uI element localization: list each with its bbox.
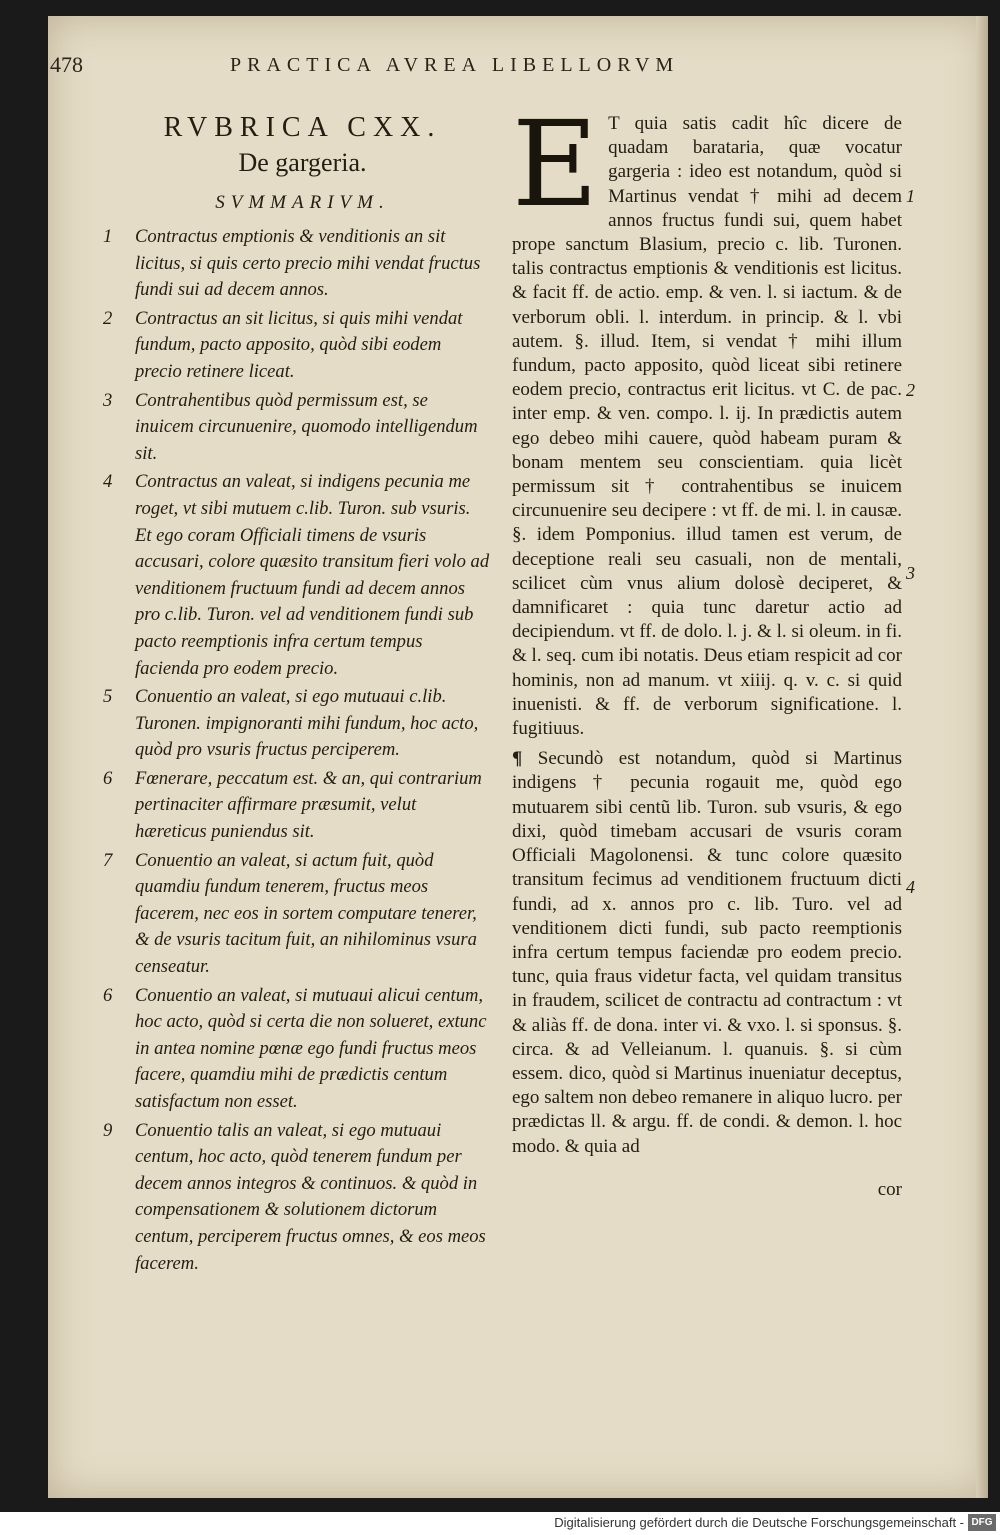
summary-item — [95, 983, 490, 1116]
paragraph-1: T quia satis cadit hîc dicere de quadam barataria, quæ vocatur gargeria : ideo est notandum, quòd si Martinus vendat † mihi ad decem annos fructus fundi sui, quem habet prope sanctum Blasium, precio c. lib. Turonen. talis contractus emptionis & venditionis est licitus. & facit ff. de actio. emp. & ven. l. si iactum. & de verborum obli. l. interdum. in princip. & l. vbi autem. §. illud. Item, si vendat † mihi illum fundum, pacto apposito, quòd liceat sibi retinere eodem precio, contractus erit licitus. vt C. de pac. inter emp. & ven. compo. l. ij. In prædictis autem ego debeo mihi cauere, quòd habeam puram & bonam mentem seu conscientiam. quia licèt permissum sit † contrahentibus se inuicem circunuenire seu decipere : vt ff. de mi. l. in causæ. §. idem Pomponius. illud tamen est verum, de deceptione reali seu casuali, non de mentali, scilicet cùm vnus alium dolosè deciperet, & damnificaret : quia tunc daretur actio ad decipiendum. vt ff. de dolo. l. j. & l. si oleum. in fi. & l. seq. cum ibi notatis. Deus etiam respicit ad cor hominis, non ad manum. vt xiiij. q. v. c. si quid inuenisti. & ff. de verborum significatione. l. fugitiuus. — [512, 113, 902, 740]
summary-text: Contractus emptionis & venditionis an sit licitus, si quis certo precio mihi vendat fructus fundi sui ad decem annos. — [135, 226, 481, 301]
summary-number: 4 — [103, 471, 113, 493]
summary-number: 9 — [103, 1119, 113, 1141]
paragraph-2 — [512, 747, 902, 1158]
summary-text: Conuentio talis an valeat, si ego mutuaui centum, hoc acto, quòd tenerem fundum per decem annos integros & continuos. & quòd in compensationem & solutionem dictorum centum, perciperem fructus omnes, & eos meos facerem. — [135, 1119, 486, 1274]
summary-text: Conuentio an valeat, si ego mutuaui c.lib. Turonen. impignoranti mihi fundum, hoc acto, quòd pro vsuris fructus perciperem. — [135, 686, 479, 761]
pilcrow-mark: ¶ — [512, 748, 523, 770]
rubric-heading: RVBRICA CXX. — [163, 112, 442, 143]
summary-number: 6 — [103, 767, 113, 789]
summary-item — [95, 1118, 490, 1278]
funding-notice: Digitalisierung gefördert durch die Deutsche Forschungsgemeinschaft - — [554, 1515, 964, 1530]
summary-text: Contrahentibus quòd permissum est, se inuicem circunuenire, quomodo intelligendum sit. — [135, 389, 478, 464]
dfg-logo: DFG — [968, 1514, 996, 1531]
summary-text: Conuentio an valeat, si mutuaui alicui centum, hoc acto, quòd si certa die non solueret, extunc in antea nomine pœnæ ego fundi fructus meos facere, quamdiu mihi de prædictis centum satisfactum non esset. — [135, 984, 487, 1112]
summary-item — [95, 306, 490, 386]
summary-number: 5 — [103, 686, 113, 708]
summary-number: 3 — [103, 389, 113, 411]
summary-item — [95, 388, 490, 468]
summary-item — [95, 766, 490, 846]
running-title: PRACTICA AVREA LIBELLORVM — [230, 54, 680, 76]
summary-column — [95, 112, 490, 1279]
summary-number: 7 — [103, 849, 113, 871]
summary-item — [95, 684, 490, 764]
margin-note-number: 2 — [906, 380, 915, 400]
rubric-subtitle: De gargeria. — [238, 148, 367, 177]
summary-item — [95, 848, 490, 981]
summary-text: Contractus an valeat, si indigens pecunia me roget, vt sibi mutuem c.lib. Turon. sub vsuris. Et ego coram Officiali timens de vsuris accusari, colore quæsito transitum fieri volo ad venditionem fructuum fundi ad decem annos pro c.lib. Turon. vel ad venditionem fundi sub pacto reemptionis infra certum tempus facienda pro eodem precio. — [135, 471, 490, 679]
summary-text: Conuentio an valeat, si actum fuit, quòd quamdiu fundum tenerem, fructus meos facerem, nec eos in sortem computare tenerer, & de vsuris tacitum fuit, an nihilominus vsura censeatur. — [135, 849, 477, 978]
paragraph-2-text: Secundò est notandum, quòd si Martinus indigens † pecunia rogauit me, quòd ego mutuarem sibi centũ lib. Turon. sub vsuris, & ego dixi, quòd timebam accusari de vsuris coram Officiali Magolonensi. & tunc colore quæsito transitum fecimus ad venditionem fructuum dicti fundi, ad x. annos pro c. lib. Turo. vel ad venditionem dicti fundi, sub pacto reemptionis infra certum tempus faciendæ pro eodem precio. tunc, quia fraus videtur facta, vel quidam transitus in fraudem, scilicet de contractu ad contractum : vt & aliàs ff. de dona. inter vi. & vxo. l. si sponsus. §. circa. & ad Velleianum. l. quanuis. §. si cùm essem. dico, quòd si Martinus inueniatur deceptus, ego saltem non debeo remanere in aliquo lucro. per prædictas ll. & argu. ff. de condi. & demon. l. hoc modo. & quia ad — [512, 748, 902, 1157]
main-text-column — [512, 95, 902, 1202]
margin-note-number: 3 — [906, 563, 915, 583]
summary-text: Contractus an sit licitus, si quis mihi vendat fundum, pacto apposito, quòd sibi eodem precio retinere liceat. — [135, 307, 463, 382]
summarium-heading: SVMMARIVM. — [215, 192, 390, 213]
footer-bar — [0, 1512, 1000, 1535]
running-head — [50, 52, 840, 92]
summary-number: 2 — [103, 307, 113, 329]
page-number: 478 — [50, 52, 83, 77]
margin-note-number: 4 — [906, 877, 915, 897]
summary-number: 6 — [103, 984, 113, 1006]
summary-item — [95, 469, 490, 682]
catchword: cor — [877, 1178, 902, 1200]
summary-item — [95, 224, 490, 304]
drop-cap: E — [512, 95, 599, 233]
summary-text: Fœnerare, peccatum est. & an, qui contrarium pertinaciter affirmare præsumit, velut hæreticus puniendus sit. — [135, 767, 482, 843]
summary-list — [95, 224, 490, 1277]
margin-note-number: 1 — [906, 186, 915, 206]
summary-number: 1 — [103, 226, 113, 247]
page-edge — [976, 16, 988, 1498]
